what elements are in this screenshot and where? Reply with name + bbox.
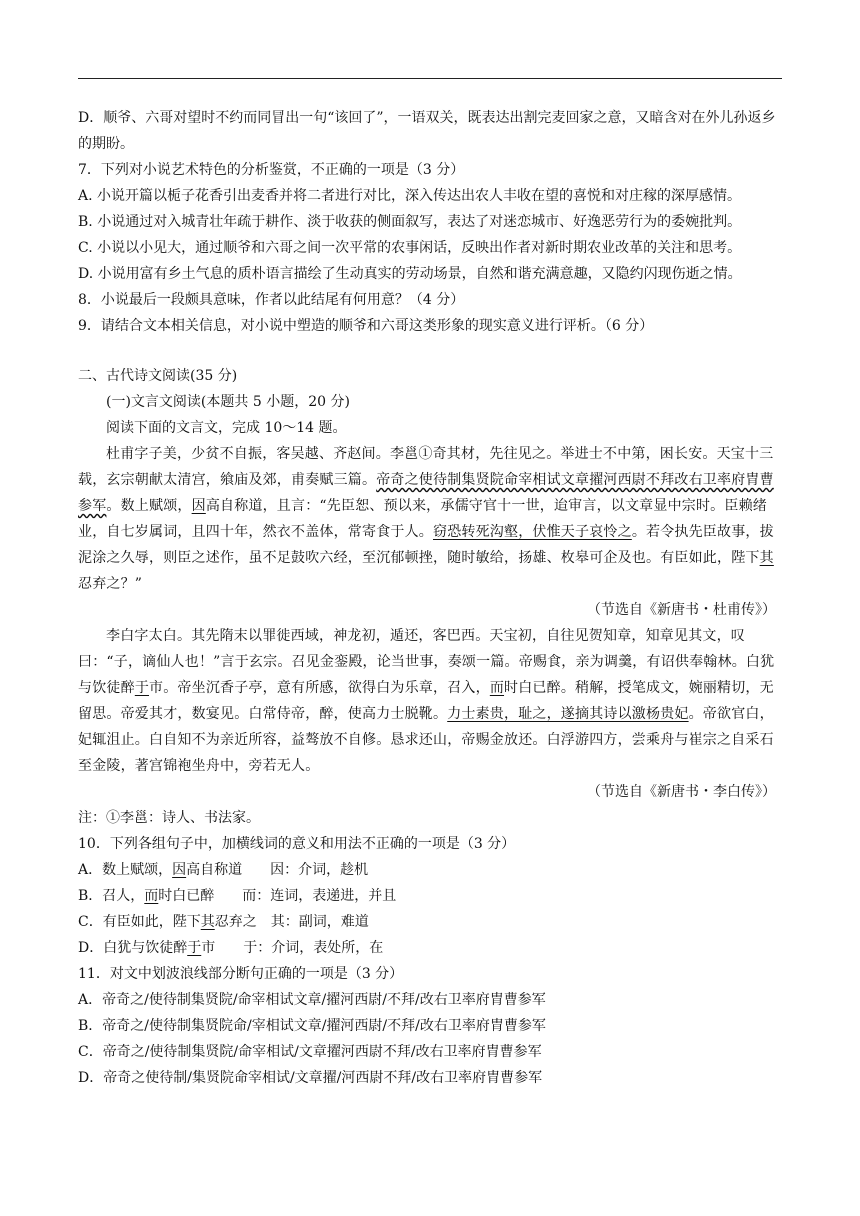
q11-option-a: A．帝奇之/使待制集贤院/命宰相试文章/擢河西尉/不拜/改右卫率府胄曹参军 <box>78 992 546 1008</box>
q7-option-c: C. 小说以小见大，通过顺爷和六哥之间一次平常的农事闲话，反映出作者对新时期农业改革的关注和思考。 <box>78 240 742 256</box>
li-text-1: 李白字太白。其先隋末以罪徙西域，神龙初，遁还，客巴西。天宝初，自往见贺知章，知章见其文，叹曰：“子，谪仙人也！”言于玄宗。召见金銮殿，论当世事，奏颂一篇。帝赐食，亲为调羹，有诏供奉翰林。白犹与饮徒醉 <box>78 628 775 696</box>
q10-d-explanation: 于：介词，表处所，在 <box>243 940 384 956</box>
q7-option-a: A. 小说开篇以栀子花香引出麦香并将二者进行对比，深入传达出农人丰收在望的喜悦和对庄稼的深厚感情。 <box>78 188 742 204</box>
marked-word-qi: 其 <box>759 550 774 566</box>
q10-option-d: D．白犹与饮徒醉于市 于：介词，表处所，在 <box>78 940 384 956</box>
section-heading: 二、古代诗文阅读(35 分) <box>78 368 238 384</box>
du-text-1: 杜甫字子美，少贫不自振，客吴越、齐赵间。李邕①奇其材，先往见之。举进士不中第，困长安。天宝十三载，玄宗朝献太清宫，飨庙及郊，甫奏赋三篇。 <box>78 446 774 488</box>
du-text-4: 。若令执先臣故事，拔泥涂之久辱，则臣之述作，虽不足鼓吹六经，至沉郁顿挫，随时敏给，扬雄、枚皋可企及也。有臣如此，陛下 <box>78 524 774 566</box>
passage-li-bai <box>78 623 782 779</box>
du-text-5: 忍弃之？” <box>78 576 143 592</box>
li-text-2: 市。帝坐沉香子亭，意有所感，欲得白为乐章，召入， <box>149 680 490 696</box>
q10-c-explanation: 其：副词，难道 <box>270 914 369 930</box>
document-body <box>78 105 782 1091</box>
q10-option-a: A．数上赋颂，因高自称道 因：介词，趁机 <box>78 862 369 878</box>
passage-du-fu <box>78 441 782 597</box>
question-11: 11．对文中划波浪线部分断句正确的一项是（3 分） <box>78 966 404 982</box>
question-7: 7．下列对小说艺术特色的分析鉴赏，不正确的一项是（3 分） <box>78 162 465 178</box>
du-text-2: 。数上赋颂， <box>106 498 192 514</box>
q11-option-d: D．帝奇之使待制/集贤院命宰相试/文章擢/河西尉不拜/改右卫率府胄曹参军 <box>78 1070 543 1086</box>
q11-option-c: C．帝奇之/使待制集贤院/命宰相试/文章擢河西尉不拜/改右卫率府胄曹参军 <box>78 1044 542 1060</box>
marked-word-er: 而 <box>489 680 505 696</box>
q6-option-d: D．顺爷、六哥对望时不约而同冒出一句“该回了”，一语双关，既表达出割完麦回家之意，又暗含对在外儿孙返乡的期盼。 <box>78 110 776 152</box>
source-du-fu: （节选自《新唐书・杜甫传》） <box>587 602 776 618</box>
wavy-underlined-text: 帝奇之使待制集贤院命宰相试文章擢河西尉不拜改右卫率府胄曹参军 <box>78 472 774 514</box>
marked-word-yu: 于 <box>134 680 150 696</box>
footnote: 注：①李邕：诗人、书法家。 <box>78 810 260 826</box>
marked-word-yin: 因 <box>191 498 206 514</box>
du-text-3: 高自称道，且言：“先臣恕、预以来，承儒守官十一世，迨审言，以文章显中宗时。臣赖绪业，自七岁属词，且四十年，然衣不盖体，常寄食于人。 <box>78 498 767 540</box>
q7-option-b: B. 小说通过对入城青壮年疏于耕作、淡于收获的侧面叙写，表达了对迷恋城市、好逸恶劳行为的委婉批判。 <box>78 214 742 230</box>
header-rule <box>78 78 782 79</box>
q7-option-d: D. 小说用富有乡土气息的质朴语言描绘了生动真实的劳动场景，自然和谐充满意趣，又隐约闪现伤逝之情。 <box>78 266 742 282</box>
q10-b-explanation: 而：连词，表递进，并且 <box>242 888 397 904</box>
q10-option-c: C．有臣如此，陛下其忍弃之 其：副词，难道 <box>78 914 369 930</box>
question-9: 9．请结合文本相关信息，对小说中塑造的顺爷和六哥这类形象的现实意义进行评析。（6 分） <box>78 318 654 334</box>
q11-option-b: B．帝奇之/使待制集贤院命/宰相试文章/擢河西尉/不拜/改右卫率府胄曹参军 <box>78 1018 546 1034</box>
underlined-sentence-li: 力士素贵，耻之，遂摘其诗以激杨贵妃 <box>447 706 689 722</box>
instructions: 阅读下面的文言文，完成 10～14 题。 <box>106 420 347 436</box>
underlined-sentence-du: 窃恐转死沟壑，伏惟天子哀怜之 <box>433 524 632 540</box>
subsection-heading: (一)文言文阅读(本题共 5 小题，20 分) <box>106 394 350 410</box>
q10-option-b: B．召人，而时白已醉 而：连词，表递进，并且 <box>78 888 397 904</box>
q10-a-explanation: 因：介词，趁机 <box>270 862 369 878</box>
source-li-bai: （节选自《新唐书・李白传》） <box>587 784 776 800</box>
question-10: 10．下列各组句子中，加横线词的意义和用法不正确的一项是（3 分） <box>78 836 516 852</box>
li-text-3: 时白已醉。稍解，授笔成文，婉丽精切，无留思。帝爱其才，数宴见。白常侍帝，醉，使高力士脱靴。 <box>78 680 774 722</box>
question-8: 8．小说最后一段颇具意味，作者以此结尾有何用意？（4 分） <box>78 292 465 308</box>
li-text-4: 。帝欲官白，妃辄沮止。白自知不为亲近所容，益骜放不自修。恳求还山，帝赐金放还。白浮游四方，尝乘舟与崔宗之自采石至金陵，著宫锦袍坐舟中，旁若无人。 <box>78 706 774 774</box>
